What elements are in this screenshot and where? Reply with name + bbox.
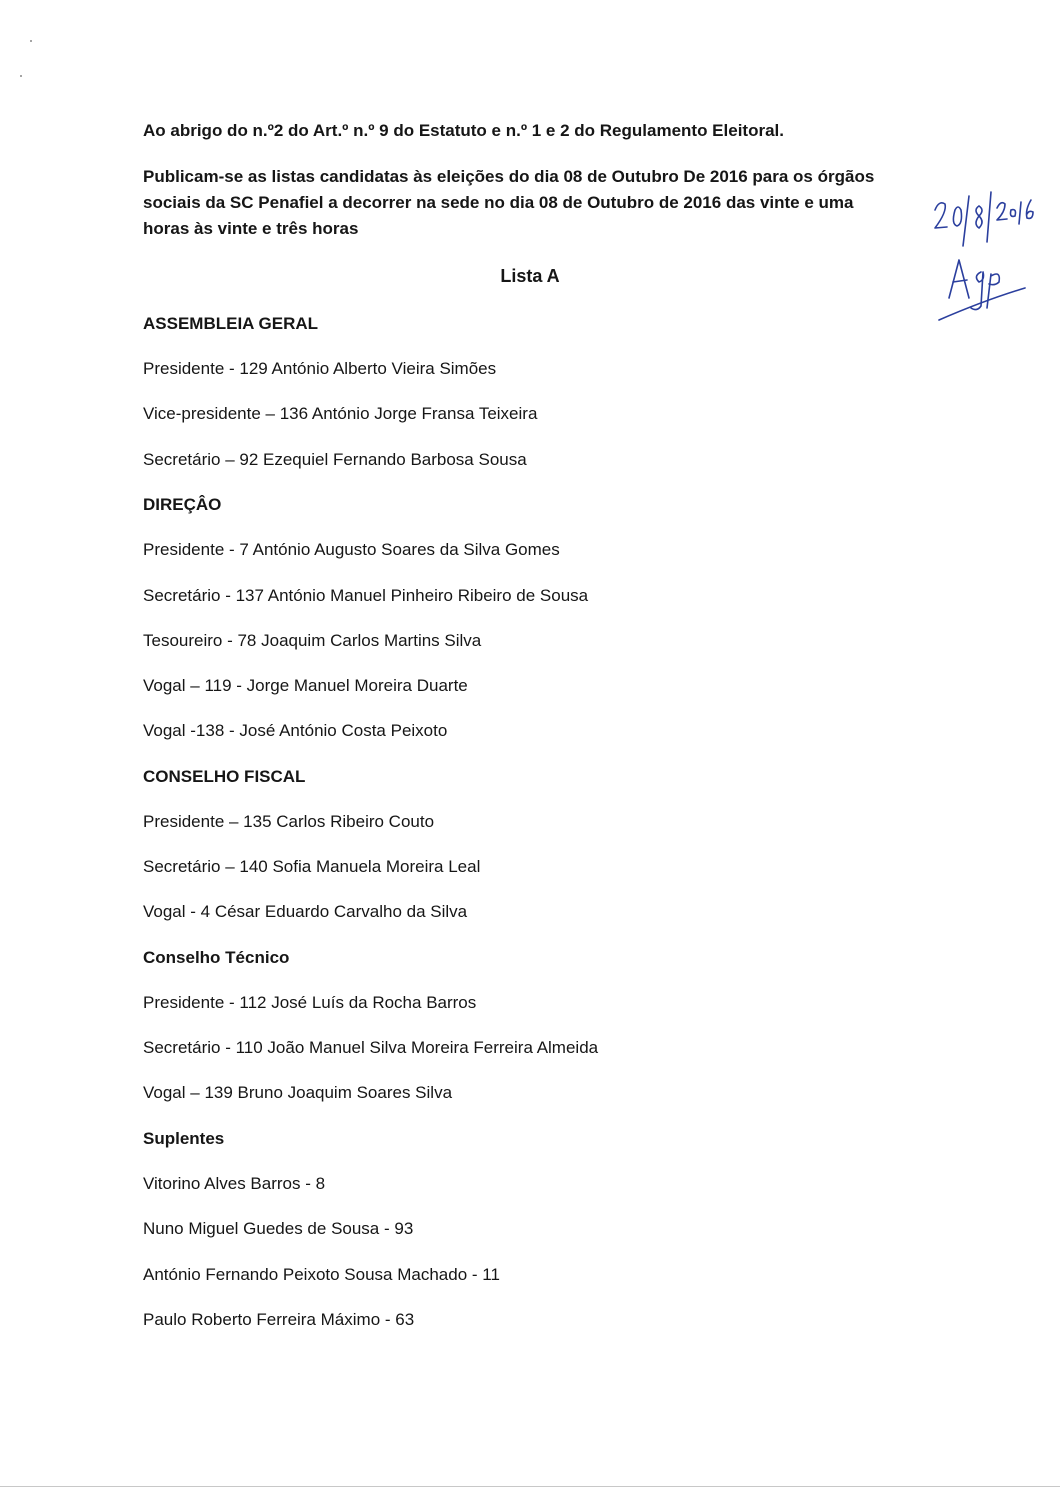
list-item: Paulo Roberto Ferreira Máximo - 63 (143, 1310, 415, 1329)
list-item: Vogal – 139 Bruno Joaquim Soares Silva (143, 1083, 453, 1102)
section-heading-conselho-fiscal: CONSELHO FISCAL (143, 767, 306, 786)
section-heading-assembleia-geral: ASSEMBLEIA GERAL (143, 314, 319, 333)
handwritten-signature (925, 180, 1045, 330)
list-item: Secretário – 140 Sofia Manuela Moreira Leal (143, 857, 481, 876)
list-item: Presidente - 7 António Augusto Soares da Silva Gomes (143, 540, 560, 559)
list-item: Presidente – 135 Carlos Ribeiro Couto (143, 812, 435, 831)
list-title: Lista A (500, 266, 560, 286)
list-item: Presidente - 112 José Luís da Rocha Barros (143, 993, 477, 1012)
list-item: Tesoureiro - 78 Joaquim Carlos Martins Silva (143, 631, 482, 650)
section-heading-direcao: DIREÇÂO (143, 495, 222, 514)
section-heading-conselho-tecnico: Conselho Técnico (143, 948, 290, 967)
list-item: Vogal -138 - José António Costa Peixoto (143, 721, 448, 740)
list-item: Presidente - 129 António Alberto Vieira Simões (143, 359, 497, 378)
list-item: Nuno Miguel Guedes de Sousa - 93 (143, 1219, 414, 1238)
list-item: Secretário - 137 António Manuel Pinheiro Ribeiro de Sousa (143, 586, 589, 605)
list-item: António Fernando Peixoto Sousa Machado - 11 (143, 1265, 500, 1284)
list-item: Vogal – 119 - Jorge Manuel Moreira Duarte (143, 676, 468, 695)
scan-speck (20, 75, 22, 77)
list-item: Vitorino Alves Barros - 8 (143, 1174, 326, 1193)
scan-edge-line (0, 1486, 1060, 1487)
section-heading-suplentes: Suplentes (143, 1129, 225, 1148)
list-item: Vice-presidente – 136 António Jorge Fransa Teixeira (143, 404, 538, 423)
list-item: Secretário - 110 João Manuel Silva Moreira Ferreira Almeida (143, 1038, 599, 1057)
list-item: Secretário – 92 Ezequiel Fernando Barbosa Sousa (143, 450, 527, 469)
intro-reference: Ao abrigo do n.º2 do Art.º n.º 9 do Estatuto e n.º 1 e 2 do Regulamento Eleitoral. (143, 121, 784, 140)
intro-announcement: Publicam-se as listas candidatas às eleições do dia 08 de Outubro De 2016 para os órgãos sociais da SC Penafiel a decorrer na sede no dia 08 de Outubro de 2016 das vinte e uma horas às vinte e três horas (143, 167, 875, 238)
list-item: Vogal - 4 César Eduardo Carvalho da Silva (143, 902, 468, 921)
scan-speck (30, 40, 32, 42)
